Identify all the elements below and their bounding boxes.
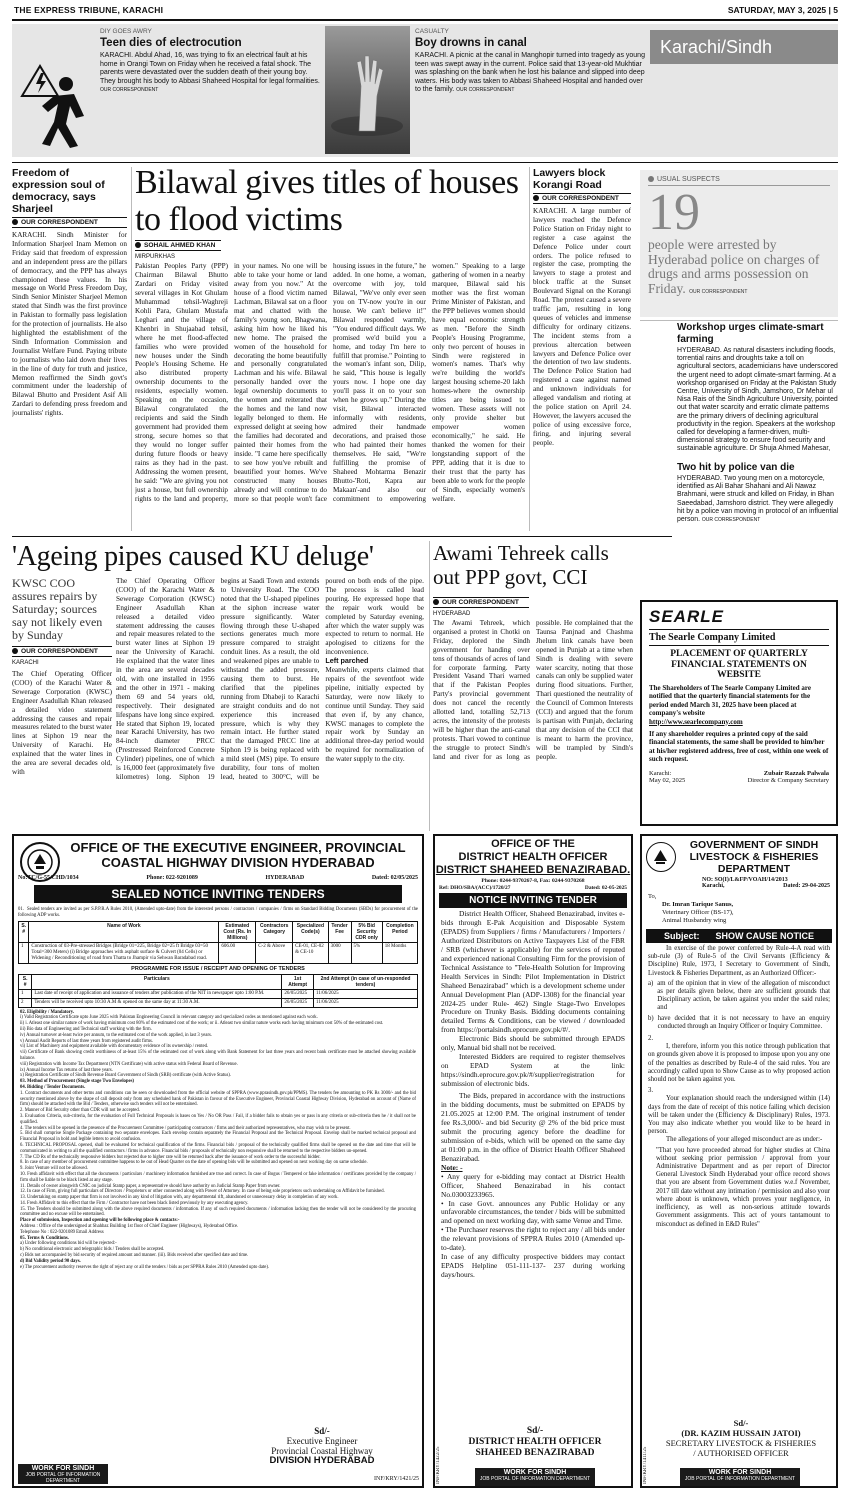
office-title: OFFICE OF THE DISTRICT HEALTH OFFICER DISTRICT SHAHEED BENAZIRABAD. — [435, 838, 631, 876]
notice-body: In exercise of the power conferred by Rule-4-A read with sub-rule (3) of Rule-5 of the Civil Servants (Efficiency & Discipline) Rule, 1973, I Secretary to Government of Sindh, Livestock & Fisheries Department, as an Authorized Officer:- a) am of the opinion that in view of the allegation of misconduct as per details given below, there are sufficient grounds that Disciplinary action, be taken against you under the said rules; and b) have decided that it is not necessary to have an enquiry conducted through an Inquiry Officer or Inquiry Committee. 2. I, therefore, inform you this notice through publication that on grounds given above it is proposed to impose upon you any one of the penalties as described by Rule-4 of the said rules. You are accordingly called upon to Show Cause as to why proposed action should not be taken against you. 3. Your explanation should reach the undersigned within (14) days from the date of receipt of this notice failing which decision will be taken under the (Efficiency & Disciplinary) Rules, 1973. You may also indicate whether you would like to be heard in person. The allegations of your alleged misconduct are as under:- "That you have proceeded abroad for higher studies at China without seeking prior permission / approval from your Administrative Department and as per report of Director General Livestock Sindh Hyderabad your office record shows that you are absent from Government duties w.e.f November, 2017 till date without any intimation / permission and also your where about is unknown, which proves your negligence, in inefficiency, as well as non-serious attitude towards Government assignments. This act of yours tantamount to misconduct as defined in E&D Rules" — [648, 945, 830, 1228]
byline: SOHAIL AHMED KHAN — [135, 240, 221, 251]
work-for-sindh-badge: WORK FOR SINDH JOB PORTAL OF INFORMATION DEPARTMENT — [475, 1468, 595, 1486]
headline: Freedom of expression soul of democracy, says Sharjeel — [12, 167, 105, 215]
conditions: 02. Eligibility / Mandatory. i) Valid Registration Certificate upto June 2025 with Pakistan Engineering Council in relevant category and specialized codes as mentioned against each work. ii) i. Atleast one similar nature of work having minimum cost 80% of the estimated cost of the work; or ii. Atleast two similar nature works each having minimum cost 50% of the estimated cost. iii) Bio data of Engineering and Technical staff working with the firm. iv) Annual turnover at-least twice per annum, to the estimated cost of the work applied, in last 3 years. v) Annual Audit Reports of last three years from registered audit firms. vi) List of Machinery and equipment available with documentary evidence of its ownership / rented. vii) Certificate of Bank showing credit worthiness of at-least 15% of the estimated cost of work along with Bank Statement for last three years and recent bank certificate must be attached showing available balance. viii) Registration with Income Tax Department (NTN Certificate) with active status with Federal Board of Revenue. ix) Annual Income Tax returns of last three years. x) Registration Certificate of Sindh Revenue Board Government of Sindh (SRB) certificate (with Active Status). 03. Method of Procurement (Single stage Two Envelopes) 04. Bidding / Tender Documents. 1. Contract documents and other terms and conditions can be seen or downloaded from the official website of SPPRA (www.pprasindh.gov.pk/PPMS). The tenders fee amounting to PK Rs 3000/- and the bid security mentioned above by the shape of call deposit only from any scheduled bank of Pakistan in favour of the Executive Engineer, Provincial Coastal Highway Division, Hyderabad on account of (Name of firm) should be attached with the Bid / Tenders, otherwise such tenders will not be entertained. 2. Manner of Bid Security other than CDR will not be accepted. 3. Evaluation Criteria, sub-criteria, for the evaluation of Full Technical Proposals is bases on Yes / No OR Pass / Fail, if a bidder fails to obtain yes or pass in any criteria or sub-criteria then he / it shall not be qualified. 4. The tenders will be opened in the presence of the Procurement Committee / participating contractors / firms and their authorized representatives, who may wish to be present. 5. Bid shall comprise Single Package containing two separate envelopes. Each envelop contain separately the Financial Proposal and the Technical Proposal. Envelop shall be marked technical proposal and Financial Proposal in bold and legible letters to avoid confusion. 6. TECHNICAL PROPOSAL opened, shall be evaluated for technical qualification of the firms. Financial bids / proposal of the technically qualified firms shall be opened on the date and time that will be communicated in writing to all the qualified contractors / firms in advance. Financial bids / proposals of technically non responsive shall be returned to the respective bidders un-opened. 7. The CD Rs of the technically responsive bidders but rejected due to higher rate will be returned back after the issuance of work order to the successful bidder. 8. In case of any member of procurement committee happens to be out of Head Quarter on the date of opening bids will be submitted and opened on next working day on same schedule. 9. Joint Venture will not be allowed. 10. Fresh affidavit with effect that all the documents / particulars / machinery information furnished are true and correct. In case of Bogus / Tempered or fake information / certificates provided by the company / firm shall be liable to be black listed at any stage. 11. Details of owner alongwith CNIC on judicial Stamp paper, a representative should have authority on Judicial Stamp Paper from owner. 12. In case of Firm, giving full particulars of Directors / Proprietors or other connected along with Power of Attorney. In case of being sole proprietors such undertaking on Affidavit be furnished. 13. Undertaking on stamp paper that firm is not involved in any kind of litigation with, any departmental rift, abandoned or unnecessary delay in completion of any work. 14. Fresh Affidavit to this effect that the Firm / Contractor have not been black listed previously by any executing agency. 15. The Tenders should be submitted along with the above required documents / information. If any of such required documents / information lacking then the tender will not be considered by the procuring committee and no excuse will be entertained. Place of submission, Inspection and opening will be following place & contacts:- Address : Office of the undersigned at Shahbaz Building 1st floor of Chief Engineer (Highways), Hyderabad Office. Telephone No : 022-9201089 Email Address 05. Terms & Conditions. a) Under following conditions bid will be rejected:- b) No conditional electronic and telegraphic bids / Tenders shall be accepted. c) Bids not accompanied by bid security of required amount and manner. (iii). Bids received after specified date and time. d) Bid Validity period 90 days. e) The procurement authority reserves the right of reject any or all the tenders / bids as per SPPRA Rules 2010 (Amended upto date). — [20, 1009, 416, 1270]
usual-suspects-box — [640, 170, 838, 317]
kicker: USUAL SUSPECTS — [648, 176, 830, 186]
list-item: • The Purchaser reserves the right to reject any / all bids under the relevant provisions of SPPRA Rules 2010 (Amended up-to-date). — [441, 1225, 625, 1253]
subhead: Left parched — [325, 656, 369, 666]
story-body: Pakistan Peoples Party (PPP) Chairman Bilawal Bhutto Zardari on Friday visited several villages in Kot Ghulam Muhammad tehsil-Waghreji Kohli Para, Ghulam Mustafa Leghari and the village of Khenbri in Shujaabad tehsil, where he met flood-affected families who were provided new houses under the Sindh People's Housing Scheme. He also distributed property ownership documents to the residents, especially women. Speaking on the occasion, Bilawal congratulated the recipients and said the Sindh government had provided them strong, secure homes so that they would no longer suffer during future floods or heavy rains as they had in the past. Addressing the women present, he said: "We are giving you not just a house, but full ownership rights to the land and property, in your names. No one will be able to take your home or land away from you now." At the house of a flood victim named Lachman, Bilawal sat on a floor mat and chatted with the family's young son, Bhagwana, asking him how he liked his new home. The praised the women of the household for decorating the home beautifully and personally congratulated Lachman and his wife. Bilawal personally handed over the legal ownership documents to the women and reiterated that the homes and the land now legally belonged to them. He expressed delight at seeing how the families had decorated and painted their homes from the inside. "I came here specifically to see how you've rebuilt and beautified your homes. We've constructed many houses already and will continue to do more so that people won't face housing issues in the future," he added. In one home, a woman, overcome with joy, told Bilawal, "We've only ever seen you on TV-now you're in our house. We can't believe it!" Bilawal responded warmly, "You endured difficult days. We promised we'd build you a home, and today I'm here to fulfill that promise." Pointing to the woman's infant son, Dilip, he said, "This house is legally yours now. I hope one day you'll pass it on to your son when he grows up." During the visit, Bilawal interacted informally with residents, admired their handmade decorations, and praised those who had painted their homes themselves. He said, "We're fulfilling the promise of Shaheed Mohtarma Benazir Bhutto-'Roti, Kapra aur Makaan'-and also our commitment to empowering women." Speaking to a large gathering of women in a nearby marquee, Bilawal said his mother was the first woman Prime Minister of Pakistan, and the PPP believes women should have equal economic strength as men. "Before the Sindh People's Housing Programme, only two percent of houses in Sindh were registered in women's names. That's why we're building the world's largest housing scheme-20 lakh homes-where the ownership titles are being issued to women. These assets will not only provide shelter but empower women economically," he said. He thanked the women for their longstanding support of the PPP, adding that it is due to their trust that the party has been able to work for the people of Sindh, especially women's welfare. — [135, 262, 525, 503]
notice-body: District Health Officer, Shaheed Benazirabad, invites e-bids through E-Pak Acquisition and Disposable System (EPADS) from Suppliers / firms / Manufacturers / Importers / Authorized Distributors on Active Taxpayers List of the FBR / SRB (whichever is applicable) for the services of reputed and experienced national Consulting Firm for the provision of Technical Assistance to "Tele-Health Solution for Improving Health Services in Sindh: Pilot Implementation in District Shaheed Benazirabad" which is a development scheme under Annual Development Plan (ADP-1308) for the financial year 2024-25 under Rule- 462) Single Stage-Two Envelopes Procedure on Trunky Basis. Bidding documents containing detailed Terms & Conditions, can be viewed / downloaded from https://portalsindh.eprocure.gov.pk/#/. Electronic Bids should be submitted through EPADS only, Manual bid shall not be received. Interested Bidders are required to register themselves on EPAD System at the link: https://sindh.eprocure.gov.pk/#/supplier/registration for submission of electronic bids. The Bids, prepared in accordance with the instructions in the bidding documents, must be submitted on EPADS by 21.05.2025 at 12:00 P.M. The original instrument of tender fee Rs.3,000/- and bid Security @ 2% of the bid price must submit the procuring agency before the deadline for submission of e-bids, which will be opened on the same day at 01:00 p.m. in the office of District Health Officer Shaheed Benazirabad. Note: - • Any query for e-bidding may contact at District Health Officer, Shaheed Benazirabad in his contact No.03003233965. • In case Govt. announces any Public Holiday or any unfavorable circumstances, the tender / bids will be submitted and opened on next working day, with same Venue and Time. • The Purchaser reserves the right to reject any / all bids under the relevant provisions of SPPRA Rules 2010 (Amended up-to-date). In case of any difficulty prospective bidders may contact EPADS Helpline 051-111-137- 237 during working days/hours. — [441, 909, 625, 1280]
ad-tender-health — [433, 834, 633, 1488]
date-page: SATURDAY, MAY 3, 2025 | 5 — [727, 5, 838, 15]
list-item: • Any query for e-bidding may contact at District Health Officer, Shaheed Benazirabad in his contact No.03003233965. — [441, 1171, 625, 1199]
statistic-text: people were arrested by Hyderabad police on charges of drugs and arms possession on Friday. OUR CORRESPONDENT — [648, 237, 820, 296]
work-for-sindh-badge: WORK FOR SINDH JOB PORTAL OF INFORMATION DEPARTMENT — [18, 1464, 108, 1484]
byline: OUR CORRESPONDENT — [12, 646, 112, 657]
headline-awami: Awami Tehreek calls out PPP govt, CCI — [433, 541, 609, 589]
story-ku-body — [116, 577, 424, 831]
inf-ref: INF/KRY/1411/25 — [643, 1446, 648, 1484]
story-canal — [415, 28, 645, 153]
story-body: KARACHI. A picnic at the canal in Manghopir turned into tragedy as young teen was swept away in the current. Police said that 13-year-old Mukhtiar was splashing on the bank when he lost his balance and slipped into deep waters. His body was taken to Abbasi Shaheed Hospital and handed over to the family. OUR CORRESPONDENT — [415, 52, 645, 94]
drowning-photo — [325, 26, 410, 154]
headline: Two hit by police van die — [677, 462, 795, 473]
story-body: KARACHI. Abdul Ahad, 16, was trying to fix an electrical fault at his home in Orangi Town on Friday when he received a fatal shock. The parents were devastated over the sudden death of their young boy. They brought his body to Abbasi Shaheed Hospital for legal formalities. OUR CORRESPONDENT — [100, 52, 320, 94]
inf-ref: INF/KRY/1422/25 — [436, 1446, 441, 1484]
ref-line: Ref: DHO/SBA/(ACC)/1720/27 Dated: 02-05-2025 — [439, 885, 627, 891]
notice-body2: If any shareholder requires a printed copy of the said financial statements, the same shall be provided to him/her at his/her registered address, free of cost, within one week of such request. — [649, 729, 829, 763]
byline: OUR CORRESPONDENT — [433, 597, 529, 608]
headline: Lawyers block Korangi Road — [533, 167, 606, 191]
story-body: HYDERABAD. Two young men on a motorcycle, identified as Ali Bahar Shahani and Ali Nawaz Brahmani, were struck and killed on Friday, in Bhan Saeedabad, Jamshoro district. They were allegedly hit by a police van moving in protocol of an influential person. OUR CORRESPONDENT — [677, 475, 839, 524]
story-two-hit — [677, 462, 839, 534]
headline-ku: 'Ageing pipes caused KU deluge' — [12, 541, 374, 572]
company-name: The Searle Company Limited — [649, 629, 829, 646]
story-body: The Awami Tehreek, which organised a protest in Chotki on Friday, deplored the Sindh government for handing over tens of thousands of acres of land for corporate farming. Party President Vasand Thari warned that if the Pakistan Peoples Party's provincial government does not cancel the recently allotted land, totalling 52,713 acres, the intensity of the protests will be higher than the anti-canal protests. Thari vowed to continue the struggle to protect Sindh's land and river for as long as possible. He complained that the Taunsa Panjnad and Chashma Jhelum link canals have been opened in Punjab at a time when Sindh is dealing with severe water scarcity, noting that those canals can only be supplied water during flood situations. Further, Thari questioned the neutrality of the Council of Common Interests (CCI) and argued that the forum is partisan with Punjab, declaring that any decision of the CCI that is meant to harm the province, will be trampled by Sindh's people. — [433, 619, 633, 761]
govt-emblem-icon — [20, 842, 60, 882]
table-row: 1 Construction of 03-Pre-stressed Bridges (Bridge 01=225, Bridge 02=25 ft Bridge 03=50 Total=300 Meters) (i) Bridge approaches with asphalt surface & Culvert (04 Cells) or Widening / Reconditioning of road from Thatta to Jhampir via Sehwan Baradabad road. 606.00 C-2 & Above CE-01, CE-02 & CE-10 3000 5% 18 Months — [19, 942, 418, 963]
story-workshop — [677, 322, 839, 454]
ad-show-cause — [640, 834, 838, 1488]
table-row: 2 Tenders will be received upto 10:30 A.M & opened on the same day at 11:30 A.M. 26/05/2025 11/06/2025 — [19, 998, 418, 1007]
story-awami — [433, 595, 633, 831]
story-body-intro: The Chief Operating Officer (COO) of the Karachi Water & Sewerage Corporation (KWSC) Engineer Asadullah Khan released a detailed video statement addressing the causes and repair measures related to the burst water lines at Siphon 19 near the University of Karachi. He explained that the water lines in the area are several decades old, with — [12, 670, 112, 776]
signature-block: Sd/- (DR. KAZIM HUSSAIN JATOI) SECRETARY LIVESTOCK & FISHERIES / AUTHORISED OFFICER — [665, 1418, 817, 1458]
list-item: • In case Govt. announces any Public Holiday or any unfavorable circumstances, the tender / bids will be submitted and opened on next working day, with same Venue and Time. — [441, 1198, 625, 1226]
headline: Boy drowns in canal — [415, 37, 527, 49]
work-for-sindh-badge: WORK FOR SINDH JOB PORTAL OF INFORMATION DEPARTMENT — [680, 1468, 800, 1486]
works-table: S. # Name of Work Estimated Cost (Rs. In Millions) Contractors Category Specialized Code(s) Tender Fee 5% Bid Security CDR only Completion Period 1 Construction of 03-Pre-stressed Bridges (Bridge 01=225, Bridge 02=25 ft Bridge 03=50 Total=300 Meters) (i) Bridge approaches with asphalt surface & Culvert (04 Cells) or Widening / Reconditioning of road from Thatta to Jhampir via Sehwan Baradabad road. 606.00 C-2 & Above CE-01, CE-02 & CE-10 3000 5% 18 Months — [18, 921, 418, 964]
byline: OUR CORRESPONDENT — [533, 193, 631, 204]
subject-banner: Subject: SHOW CAUSE NOTICE — [646, 929, 832, 943]
ad-tender-coastal-highway — [12, 834, 424, 1488]
signature-block: Sd/- DISTRICT HEALTH OFFICER SHAHEED BENAZIRABAD — [468, 1426, 602, 1458]
notice-title: PLACEMENT OF QUARTERLY FINANCIAL STATEMENTS ON WEBSITE — [670, 649, 808, 680]
story-body: KARACHI. Sindh Minister for Information Sharjeel Inam Memon on Friday said that freedom of expression and an independent press are the pillars of democracy, and the PPP has always championed these values. In his message on World Press Freedom Day, Sindh Senior Minister Sharjeel Memon stated that Sindh was the first province in Pakistan to formally pass legislation for the protection of journalists. He also highlighted the establishment of the Sindh Information Commission and Journalist Welfare Fund. Paying tribute to journalists who laid down their lives in the line of duty for truth and justice, Memon reaffirmed the Sindh govt's commitment under the leadership of Bilawal Bhutto and President Asif Ali Zardari to defending press freedom and journalists' rights. — [12, 231, 127, 418]
story-press-freedom — [12, 167, 127, 531]
notice-banner: NOTICE INVITING TENDER — [439, 893, 627, 908]
kicker: DIY GOES AWRY — [100, 28, 152, 35]
date-line: Karachi, Dated: 29-04-2025 — [702, 883, 830, 889]
phone-line: Phone: 0244-9370267-8, Fax: 0244-9370268 — [481, 878, 585, 884]
searle-logo: SEARLE — [649, 607, 724, 626]
headline: Workshop urges climate-smart farming — [677, 322, 824, 345]
list-item: b) have decided that it is not necessary to have an enquiry conducted through an Inquiry Officer or Inquiry Committee. — [648, 1014, 830, 1030]
deck: KWSC COO assures repairs by Saturday; sources say not likely even by Sunday — [12, 577, 103, 642]
office-title: GOVERNMENT OF SINDH LIVESTOCK & FISHERIES DEPARTMENT — [689, 839, 819, 875]
kicker: CASUALTY — [415, 28, 449, 35]
electrocution-illustration — [14, 26, 94, 154]
notice-body: The Shareholders of The Searle Company Limited are notified that the quarterly financial statements for the period ended March 31, 2025 have been placed at company's website — [649, 683, 811, 717]
programme-title: PROGRAMME FOR ISSUE / RECEIPT AND OPENING OF TENDERS — [131, 965, 305, 972]
headline: Teen dies of electrocution — [100, 37, 242, 49]
story-body: HYDERABAD. As natural disasters including floods, torrential rains and droughts take a toll on agricultural sectors, academicians have underscored the urgent need to adopt climate-smart farming. At a workshop organised on Friday at the Pakistan Study Centre, University of Sindh, Jamshoro, Dr Mehar ul Nisa Rais of the Sindh Agriculture University, pointed out that water scarcity and erratic climate patterns are the primary drivers of declining agricultural productivity in the region. Speakers at the workshop called for developing a farmer-driven, multi-dimensional strategy to ensure food security and sustainable agriculture. Dr Shuja Ahmed Mahesar, — [677, 347, 838, 453]
addressee: To, Dr. Imran Tarique Sanus, Veterinary Officer (BS-17), Animal Husbandry wing — [648, 893, 734, 924]
newspaper-name: THE EXPRESS TRIBUNE, KARACHI — [14, 5, 164, 15]
signature-block: Sd/- Executive Engineer Provincial Coastal Highway DIVISION HYDERABAD — [269, 1426, 375, 1466]
dateline: MIRPURKHAS — [135, 254, 176, 260]
story-bilawal — [135, 240, 525, 534]
office-title: OFFICE OF THE EXECUTIVE ENGINEER, PROVINCIAL COASTAL HIGHWAY DIVISION HYDERABAD — [70, 840, 406, 870]
table-row: 1 Last date of receipt of application and issuance of tenders after publication of the NIT in newspaper upto 1:00 P.M. 26/05/2025 11/06/2025 — [19, 989, 418, 998]
dateline: HYDERABAD — [433, 611, 471, 617]
big-number: 19 — [648, 184, 700, 241]
story-korangi — [533, 167, 631, 533]
story-body: KARACHI. A large number of lawyers reached the Defence Police Station on Friday night to register a case against the Defence Police under court orders. The police refused to register the case, prompting the lawyers to stage a protest and block traffic at the Sunset Boulevard Signal on the Korangi Road. The protest caused a severe traffic jam, resulting in long queues of vehicles and immense difficulty for ordinary citizens. The incident stems from a previous altercation between lawyers and Defence Police over the detention of two law students. The Defence Police Station had registered a case against named and unknown individuals for alleged vandalism and rioting at the police station on April 24. However, the lawyers accused the police of using excessive force, firing, and injuring several people. — [533, 207, 631, 447]
story-body: The Chief Operating Officer (COO) of the Karachi Water & Sewerage Corporation (KWSC) Engineer Asadullah Khan released a detailed video statement addressing the causes and repair measures related to the burst water lines at Siphon 19 near the University of Karachi. He explained that the water lines in the area are several decades old, with one installed in 1956 and the other in 1971 - making them 69 and 54 years old, respectively. Their designated lifespans have long since expired. He stated that Siphon 19, located near Karachi University, has two 84-inch diameter PRCC (Prestressed Reinforced Concrete Cylinder) pipelines, one of which is 16,000 feet (approximately five kilometres) long. Siphon 19 begins at Saadi Town and extends to University Road. The COO noted that the U-shaped pipelines at the siphon increase water pressure significantly. Water flowing through these U-shaped sections generates much more pressure compared to straight conduit lines. As a result, the old and weakened pipes are unable to withstand the added pressure, causing them to burst. He clarified that the pipelines running from Dhabeji to Karachi are straight conduits and do not experience this increased pressure, which is why they remain intact. He further stated that the damaged PRCC line at Siphon 19 is being replaced with a mild steel (MS) pipe. To ensure durability, four tons of molten lead, heated to 300°C, will be poured on both ends of the pipe. The process is called lead pouring. He expressed hope that the repair work would be completed by Saturday evening, after which the water supply was expected to return to normal. He apologised to citizens for the inconvenience. Left parched Meanwhile, experts claimed that repairs of the seventfoot wide pipeline, initially expected by Saturday, were now likely to continue until Sunday. They said that even if, by any chance, KWSC manages to complete the repair work by Sunday an additional three-day period would be required for normalization of the water supply to the city. — [116, 577, 424, 781]
ad-searle — [640, 600, 838, 826]
ref-line: No:TC/G-55/CHD/1034 Phone: 022-9201089 HYDERABAD Dated: 02/05/2025 — [18, 875, 418, 881]
sindh-emblem-icon — [646, 842, 676, 872]
programme-table: S. # Particulars 1st Attempt 2nd Attempt (in case of un-responded tenders) 1 Last date of receipt of application and issuance of tenders after publication of the NIT in newspaper upto 1:00 P.M. 26/05/2025 11/06/2025 2 Tenders will be received upto 10:30 A.M & opened on the same day at 11:30 A.M. 26/05/2025 11/06/2025 — [18, 974, 418, 1008]
story-ku-col1 — [12, 670, 112, 830]
intro: 01. Sealed tenders are invited as per S.P.P.R.A Rules 2010, (Amended upto-date) from the interested persons / contractors / companies / firms on Standard Bidding Documents (SBDs) for procurement of the following ADP works. — [18, 907, 418, 918]
headline-bilawal: Bilawal gives titles of houses to flood victims — [135, 164, 519, 238]
dateline: KARACHI — [12, 660, 39, 666]
ref-line: NO: SO(I)/L&FP/VOAH/14/2013 — [702, 877, 788, 883]
inf-ref: INF/KRY/1421/25 — [373, 1476, 419, 1482]
company-url[interactable]: http://www.searlecompany.com — [649, 717, 743, 726]
byline: OUR CORRESPONDENT — [12, 217, 127, 228]
section-label: Karachi/Sindh — [650, 30, 838, 64]
signature-block: Karachi: May 02, 2025 Zubair Razzak Palwala Director & Company Secretary — [649, 769, 829, 784]
list-item: a) am of the opinion that in view of the allegation of misconduct as per details given below, there are sufficient grounds that Disciplinary action, be taken against you under the said rules; and — [648, 979, 830, 1012]
notice-banner: SEALED NOTICE INVITING TENDERS — [34, 885, 402, 903]
